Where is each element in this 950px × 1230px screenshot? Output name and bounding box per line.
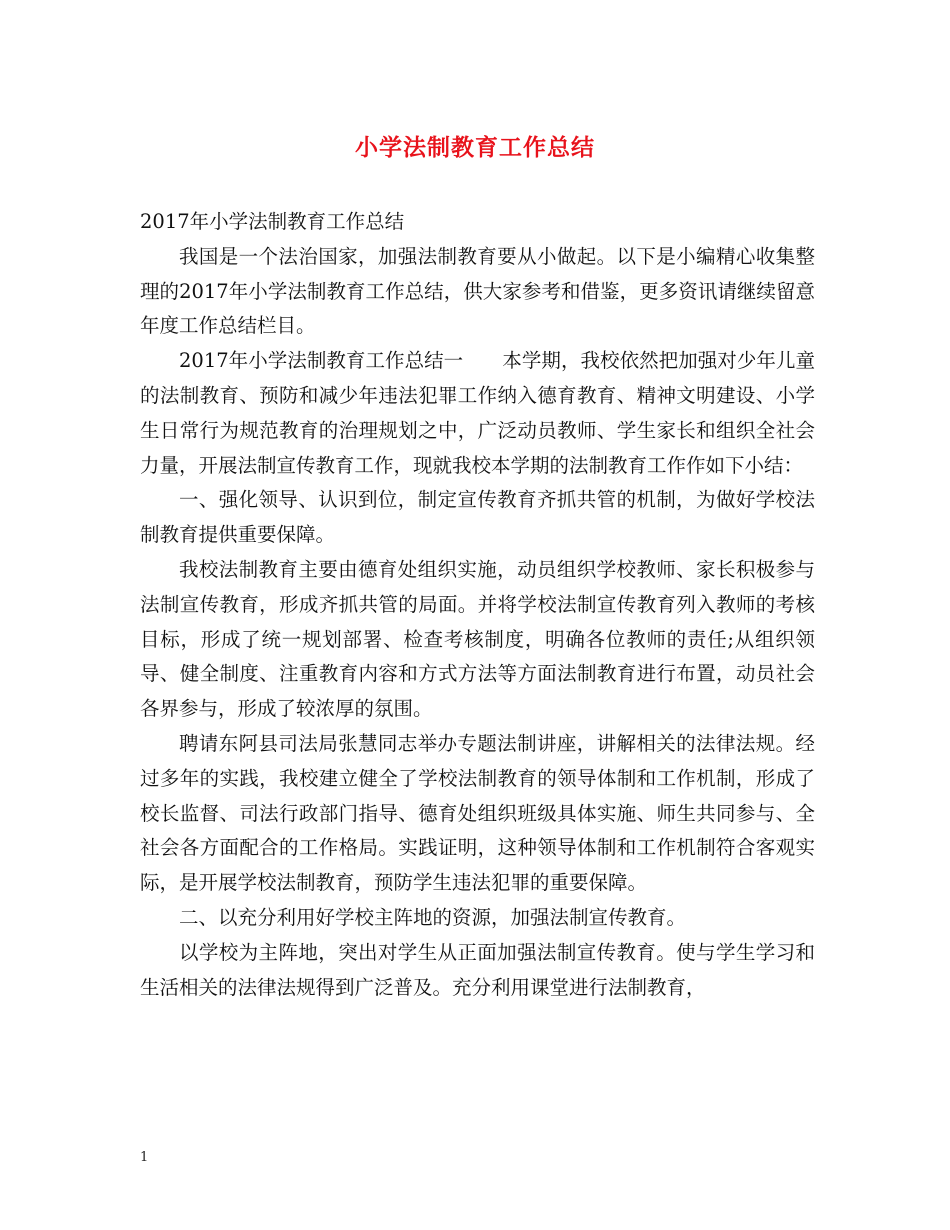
paragraph-section-two-heading: 二、以充分利用好学校主阵地的资源，加强法制宣传教育。 [179, 905, 687, 929]
document-body [140, 205, 815, 1005]
document-title: 小学法制教育工作总结 [355, 134, 595, 161]
paragraph-section-one-heading: 一、强化领导、认识到位，制定宣传教育齐抓共管的机制，为做好学校法制教育提供重要保障。 [140, 488, 815, 547]
paragraph-summary-one: 2017年小学法制教育工作总结一 本学期，我校依然把加强对少年儿童的法制教育、预防和减少年违法犯罪工作纳入德育教育、精神文明建设、小学生日常行为规范教育的治理规划之中，广泛动员教师、学生家长和组织全社会力量，开展法制宣传教育工作，现就我校本学期的法制教育工作作如下小结： [140, 349, 815, 477]
paragraph-school-base: 以学校为主阵地，突出对学生从正面加强法制宣传教育。使与学生学习和生活相关的法律法规得到广泛普及。充分利用课堂进行法制教育， [140, 940, 815, 999]
document-subtitle: 2017年小学法制教育工作总结 [140, 210, 405, 233]
page-number: 1 [140, 1150, 149, 1165]
paragraph-organization: 我校法制教育主要由德育处组织实施，动员组织学校教师、家长积极参与法制宣传教育，形成齐抓共管的局面。并将学校法制宣传教育列入教师的考核目标，形成了统一规划部署、检查考核制度，明确各位教师的责任;从组织领导、健全制度、注重教育内容和方式方法等方面法制教育进行布置，动员社会各界参与，形成了较浓厚的氛围。 [140, 557, 815, 721]
paragraph-intro: 我国是一个法治国家，加强法制教育要从小做起。以下是小编精心收集整理的2017年小学法制教育工作总结，供大家参考和借鉴，更多资讯请继续留意年度工作总结栏目。 [140, 244, 815, 338]
paragraph-lecture: 聘请东阿县司法局张慧同志举办专题法制讲座，讲解相关的法律法规。经过多年的实践，我校建立健全了学校法制教育的领导体制和工作机制，形成了校长监督、司法行政部门指导、德育处组织班级具体实施、师生共同参与、全社会各方面配合的工作格局。实践证明，这种领导体制和工作机制符合客观实际，是开展学校法制教育，预防学生违法犯罪的重要保障。 [140, 731, 815, 895]
